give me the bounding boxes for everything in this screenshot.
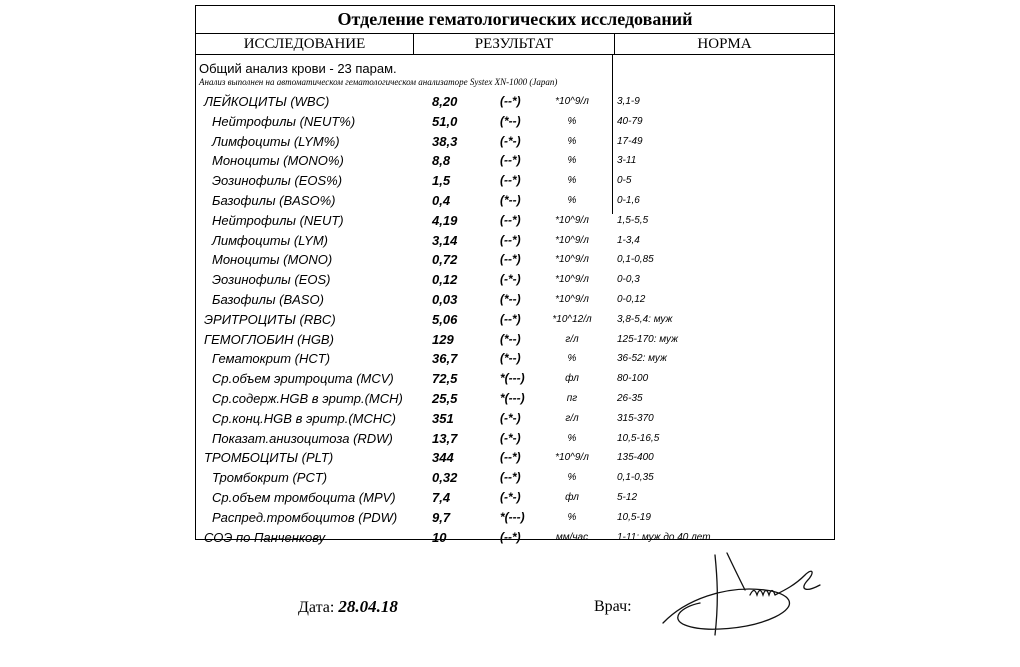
test-unit: *10^9/л [555, 274, 589, 286]
result-row [196, 112, 834, 132]
test-unit: *10^12/л [552, 313, 592, 325]
test-unit: *10^9/л [555, 234, 589, 246]
test-unit: г/л [565, 412, 579, 424]
test-norm: 1-3,4 [617, 234, 640, 246]
test-value: 0,72 [432, 252, 458, 268]
test-unit: % [567, 155, 577, 167]
test-unit: % [567, 135, 577, 147]
test-value: 0,32 [432, 470, 458, 486]
test-flag: *(---) [500, 509, 525, 524]
test-norm: 40-79 [617, 115, 643, 127]
test-name: Эозинофилы (EOS%) [212, 173, 343, 189]
test-unit: *10^9/л [555, 96, 589, 107]
test-value: 9,7 [432, 509, 451, 525]
test-name: Моноциты (MONO) [212, 252, 333, 268]
test-value: 129 [432, 331, 454, 347]
test-name: Моноциты (MONO%) [212, 153, 344, 169]
result-row [196, 231, 834, 251]
test-name: ЛЕЙКОЦИТЫ (WBC) [204, 94, 330, 109]
test-norm: 0,1-0,35 [617, 472, 654, 484]
test-name: Эозинофилы (EOS) [212, 272, 331, 288]
test-norm: 125-170: муж [617, 333, 678, 345]
analysis-name: Общий анализ крови - 23 парам. [199, 61, 397, 76]
test-flag: (*--) [500, 331, 521, 346]
result-row [196, 429, 834, 449]
test-value: 5,06 [432, 311, 458, 327]
test-name: Нейтрофилы (NEUT%) [212, 113, 356, 129]
test-name: Ср.содерж.HGB в эритр.(MCH) [212, 390, 403, 406]
test-value: 10 [432, 529, 447, 545]
test-flag: *(---) [500, 371, 525, 386]
result-row [196, 211, 834, 231]
test-name: Гематокрит (HCT) [212, 351, 331, 367]
test-norm: 10,5-16,5 [617, 432, 660, 444]
test-unit: фл [565, 491, 579, 503]
result-row [196, 270, 834, 290]
result-row [196, 250, 834, 270]
test-name: Лимфоциты (LYM) [212, 232, 329, 248]
test-unit: *10^9/л [555, 214, 589, 226]
test-flag: (*--) [500, 192, 521, 207]
test-name: Распред.тромбоцитов (PDW) [212, 509, 398, 525]
result-row [196, 330, 834, 350]
result-row [196, 132, 834, 152]
test-value: 72,5 [432, 371, 458, 387]
test-norm: 3,8-5,4: муж [617, 313, 673, 325]
test-name: СОЭ по Панченкову [204, 529, 326, 545]
test-name: Показат.анизоцитоза (RDW) [212, 430, 393, 446]
test-unit: % [567, 472, 577, 484]
test-flag: (*--) [500, 351, 521, 366]
test-value: 25,5 [432, 390, 458, 406]
column-headers [196, 34, 834, 55]
test-name: ТРОМБОЦИТЫ (PLT) [204, 450, 334, 466]
test-unit: *10^9/л [555, 293, 589, 305]
test-name: ГЕМОГЛОБИН (HGB) [204, 331, 334, 347]
test-norm: 5-12 [617, 491, 638, 503]
test-norm: 10,5-19 [617, 511, 651, 523]
result-row [196, 92, 834, 112]
test-flag: (*--) [500, 113, 521, 128]
test-flag: (--*) [500, 173, 521, 188]
test-norm: 0-0,12 [617, 293, 646, 305]
test-unit: г/л [565, 333, 579, 345]
test-flag: (-*-) [500, 410, 521, 425]
test-unit: % [567, 511, 577, 523]
test-flag: (--*) [500, 252, 521, 267]
test-norm: 1,5-5,5 [617, 214, 649, 226]
test-norm: 36-52: муж [617, 353, 667, 365]
header-study: ИССЛЕДОВАНИЕ [196, 34, 414, 54]
result-row [196, 310, 834, 330]
test-flag: (--*) [500, 212, 521, 227]
result-row [196, 349, 834, 369]
test-flag: (--*) [500, 311, 521, 326]
test-name: ЭРИТРОЦИТЫ (RBC) [204, 311, 336, 327]
test-unit: % [567, 353, 577, 365]
test-flag: (-*-) [500, 430, 521, 445]
result-row [196, 191, 834, 211]
analyzer-note: Анализ выполнен на автоматическом гематологическом анализаторе Systex XN-1000 (Japan) [199, 77, 558, 87]
test-flag: (-*-) [500, 489, 521, 504]
report-title: Отделение гематологических исследований [196, 6, 834, 34]
test-value: 1,5 [432, 173, 451, 189]
test-value: 8,20 [432, 94, 458, 109]
test-name: Ср.конц.HGB в эритр.(MCHC) [212, 410, 397, 426]
result-row [196, 508, 834, 528]
test-name: Лимфоциты (LYM%) [212, 133, 340, 149]
test-flag: (--*) [500, 153, 521, 168]
test-unit: % [567, 115, 577, 127]
test-name: Ср.объем эритроцита (MCV) [212, 371, 394, 387]
test-flag: (--*) [500, 529, 521, 544]
test-value: 36,7 [432, 351, 458, 367]
test-norm: 3,1-9 [617, 96, 640, 107]
result-row [196, 369, 834, 389]
test-norm: 0-5 [617, 175, 632, 187]
test-value: 38,3 [432, 133, 458, 149]
test-value: 13,7 [432, 430, 458, 446]
test-name: Тромбокрит (PCT) [212, 470, 328, 486]
test-unit: мм/час [555, 531, 589, 543]
test-value: 51,0 [432, 113, 458, 129]
test-norm: 80-100 [617, 373, 649, 385]
test-unit: % [567, 432, 577, 444]
test-name: Ср.объем тромбоцита (MPV) [212, 489, 396, 505]
test-norm: 315-370 [617, 412, 654, 424]
test-value: 8,8 [432, 153, 451, 169]
test-name: Базофилы (BASO) [212, 291, 324, 307]
test-flag: (--*) [500, 94, 521, 108]
test-value: 3,14 [432, 232, 458, 248]
doctor-label: Врач: [594, 598, 632, 615]
test-norm: 0,1-0,85 [617, 254, 654, 266]
result-row [196, 448, 834, 468]
results-list [196, 92, 834, 547]
date-line [298, 597, 398, 617]
test-value: 344 [432, 450, 454, 466]
test-unit: *10^9/л [555, 452, 589, 464]
header-norm: НОРМА [697, 36, 752, 52]
test-flag: (--*) [500, 470, 521, 485]
test-flag: (*--) [500, 291, 521, 306]
doctor-signature [655, 545, 825, 645]
test-unit: % [567, 175, 577, 187]
test-value: 0,4 [432, 192, 451, 208]
header-result: РЕЗУЛЬТАТ [414, 34, 615, 54]
test-unit: *10^9/л [555, 254, 589, 266]
test-norm: 26-35 [617, 392, 643, 404]
test-unit: фл [565, 373, 579, 385]
test-flag: (--*) [500, 232, 521, 247]
test-norm: 135-400 [617, 452, 654, 464]
result-row [196, 151, 834, 171]
test-flag: (-*-) [500, 272, 521, 287]
result-row [196, 290, 834, 310]
test-norm: 0-0,3 [617, 274, 640, 286]
date-label: Дата: [298, 599, 335, 616]
result-row [196, 171, 834, 191]
date-value: 28.04.18 [338, 597, 398, 616]
test-value: 4,19 [432, 212, 458, 228]
test-flag: *(---) [500, 390, 525, 405]
test-value: 7,4 [432, 489, 451, 505]
result-row [196, 488, 834, 508]
test-norm: 17-49 [617, 135, 643, 147]
test-value: 0,12 [432, 272, 458, 288]
lab-report-table [195, 5, 835, 545]
test-flag: (-*-) [500, 133, 521, 148]
test-norm: 1-11: муж до 40 лет [617, 531, 711, 543]
result-row [196, 468, 834, 488]
test-unit: пг [566, 392, 578, 404]
test-norm: 0-1,6 [617, 194, 640, 206]
test-value: 0,03 [432, 291, 458, 307]
result-row [196, 389, 834, 409]
test-norm: 3-11 [617, 155, 637, 167]
test-flag: (--*) [500, 450, 521, 465]
result-row [196, 409, 834, 429]
test-name: Нейтрофилы (NEUT) [212, 212, 344, 228]
test-unit: % [567, 194, 577, 206]
test-name: Базофилы (BASO%) [212, 192, 336, 208]
test-value: 351 [432, 410, 454, 426]
